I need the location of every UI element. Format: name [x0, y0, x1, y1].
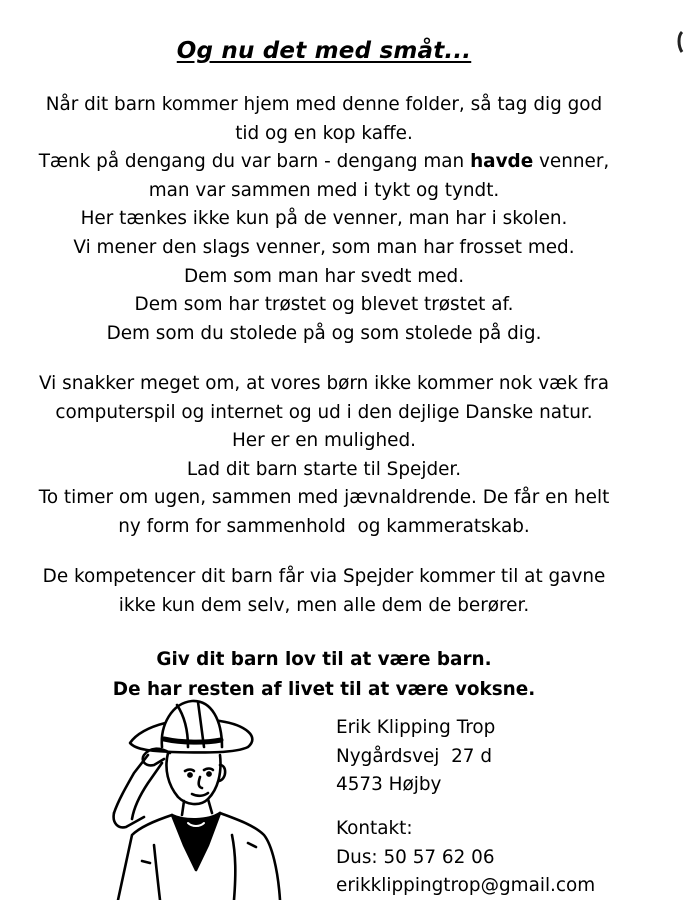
- text-fragment: venner,: [533, 151, 610, 173]
- text-line: Lad dit barn starte til Spejder.: [186, 458, 462, 480]
- text-line: De kompetencer dit barn får via Spejder kommer til at gavne: [42, 566, 606, 587]
- text-line: Her tænkes ikke kun på de venner, man har i skolen.: [80, 208, 568, 230]
- text-line: Her er en mulighed.: [231, 430, 417, 452]
- text-line: Når dit barn kommer hjem med denne folder, så tag dig god: [45, 94, 603, 115]
- saluting-scout-illustration: [22, 695, 292, 900]
- street-address: Nygårdsvej 27 d: [336, 745, 492, 767]
- text-line: Dem som har trøstet og blevet trøstet af.: [134, 294, 514, 316]
- text-line: Dem som man har svedt med.: [183, 265, 465, 287]
- contact-label: Kontakt:: [336, 818, 413, 839]
- page-title: Og nu det med småt...: [176, 38, 472, 64]
- contact-email: erikklippingtrop@gmail.com: [336, 875, 596, 896]
- text-line: Dem som du stolede på og som stolede på dig.: [106, 322, 542, 344]
- intro-paragraph: [4, 91, 644, 348]
- text-line: To timer om ugen, sammen med jævnaldrende. De får en helt: [38, 487, 610, 509]
- text-line: man var sammen med i tykt og tyndt.: [148, 179, 500, 201]
- city-address: 4573 Højby: [336, 774, 442, 795]
- contact-phone: Dus: 50 57 62 06: [336, 846, 495, 868]
- text-line: De har resten af livet til at være voksne.: [112, 679, 536, 700]
- text-fragment: Tænk på dengang du var barn - dengang man: [38, 151, 471, 173]
- text-line: Giv dit barn lov til at være barn.: [156, 649, 492, 670]
- edge-scan-mark: [675, 30, 686, 54]
- text-line: [4, 148, 644, 177]
- text-line: tid og en kop kaffe.: [235, 122, 413, 144]
- contact-block: [336, 815, 595, 901]
- text-line: ny form for sammenhold og kammeratskab.: [118, 515, 530, 537]
- nature-paragraph: [4, 370, 644, 542]
- emphasis-text: havde: [470, 151, 534, 173]
- troop-address: [336, 714, 495, 800]
- text-line: computerspil og internet og ud i den dejlige Danske natur.: [55, 401, 593, 423]
- competence-paragraph: [4, 563, 644, 620]
- text-line: Vi mener den slags venner, som man har frosset med.: [73, 236, 575, 258]
- text-line: ikke kun dem selv, men alle dem de berører.: [118, 594, 530, 616]
- troop-name: Erik Klipping Trop: [336, 717, 496, 738]
- text-line: Vi snakker meget om, at vores børn ikke kommer nok væk fra: [38, 373, 610, 394]
